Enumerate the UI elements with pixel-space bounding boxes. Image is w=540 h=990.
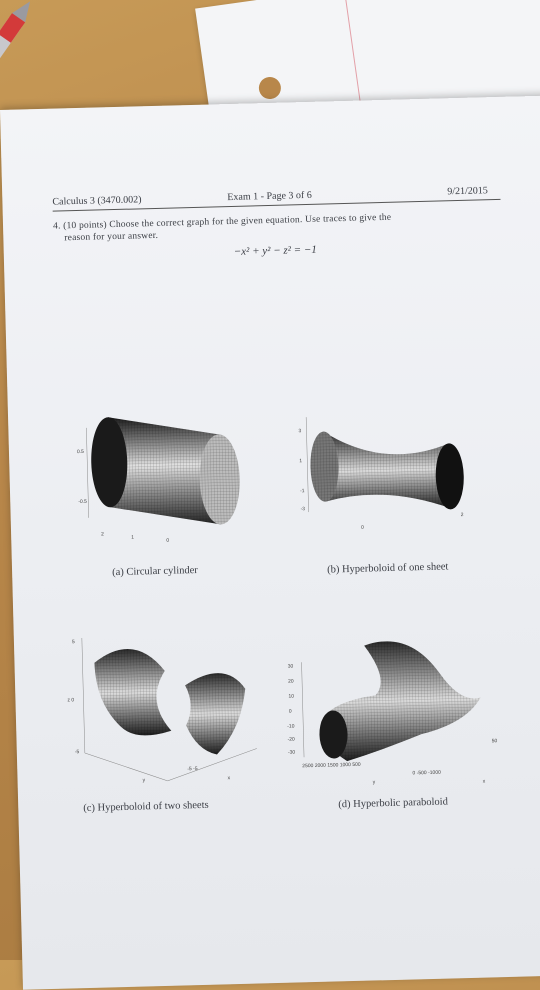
svg-text:10: 10 bbox=[288, 693, 295, 700]
svg-text:50: 50 bbox=[491, 738, 498, 745]
svg-text:3: 3 bbox=[298, 428, 302, 435]
svg-text:y: y bbox=[372, 779, 376, 786]
exam-page bbox=[0, 95, 540, 989]
header-exam-page: Exam 1 - Page 3 of 6 bbox=[227, 189, 312, 204]
svg-text:-30: -30 bbox=[287, 749, 296, 756]
svg-text:2500 2000 1500 1000 500: 2500 2000 1500 1000 500 bbox=[302, 761, 361, 770]
svg-text:0: 0 bbox=[166, 537, 170, 544]
svg-text:-5: -5 bbox=[74, 749, 80, 756]
svg-text:0: 0 bbox=[360, 524, 364, 531]
question-line2: reason for your answer. bbox=[64, 230, 159, 244]
svg-text:x: x bbox=[482, 778, 486, 785]
svg-text:2: 2 bbox=[101, 531, 105, 538]
equation: −x² + y² − z² = −1 bbox=[233, 243, 317, 258]
question-text bbox=[53, 209, 503, 245]
svg-text:0 -500 -1000: 0 -500 -1000 bbox=[412, 769, 441, 777]
figure-a-cylinder bbox=[68, 404, 252, 559]
svg-text:2: 2 bbox=[460, 512, 464, 519]
caption-c: (c) Hyperboloid of two sheets bbox=[83, 799, 209, 815]
svg-text:-20: -20 bbox=[287, 736, 295, 743]
figure-c-hyperboloid-two-sheets bbox=[64, 628, 268, 803]
svg-text:x: x bbox=[227, 775, 231, 782]
header-date: 9/21/2015 bbox=[447, 185, 488, 198]
punch-hole bbox=[257, 76, 282, 101]
svg-text:-1: -1 bbox=[300, 488, 305, 495]
svg-text:0: 0 bbox=[288, 708, 292, 715]
svg-text:1: 1 bbox=[299, 458, 303, 465]
pen-object bbox=[0, 0, 49, 74]
svg-text:-5 -5: -5 -5 bbox=[187, 766, 198, 773]
svg-text:20: 20 bbox=[287, 678, 294, 685]
svg-text:-0.5: -0.5 bbox=[78, 498, 87, 506]
caption-d: (d) Hyperbolic paraboloid bbox=[338, 796, 449, 811]
caption-a: (a) Circular cylinder bbox=[112, 564, 198, 579]
svg-text:z 0: z 0 bbox=[67, 697, 75, 704]
header-course: Calculus 3 (3470.002) bbox=[52, 194, 142, 208]
question-points: (10 points) bbox=[63, 220, 107, 232]
svg-text:-10: -10 bbox=[287, 723, 295, 730]
svg-text:30: 30 bbox=[287, 663, 294, 670]
figure-d-hyperbolic-paraboloid bbox=[279, 622, 513, 798]
svg-text:-3: -3 bbox=[300, 506, 306, 513]
caption-b: (b) Hyperboloid of one sheet bbox=[327, 561, 449, 576]
figure-b-hyperboloid-one-sheet bbox=[298, 397, 492, 552]
question-line1: Choose the correct graph for the given equation. Use traces to give the bbox=[109, 212, 392, 231]
svg-text:1: 1 bbox=[131, 534, 135, 541]
question-number: 4. bbox=[52, 221, 61, 232]
svg-text:5: 5 bbox=[71, 639, 75, 646]
svg-text:y: y bbox=[142, 777, 146, 784]
svg-text:0.5: 0.5 bbox=[76, 448, 85, 456]
